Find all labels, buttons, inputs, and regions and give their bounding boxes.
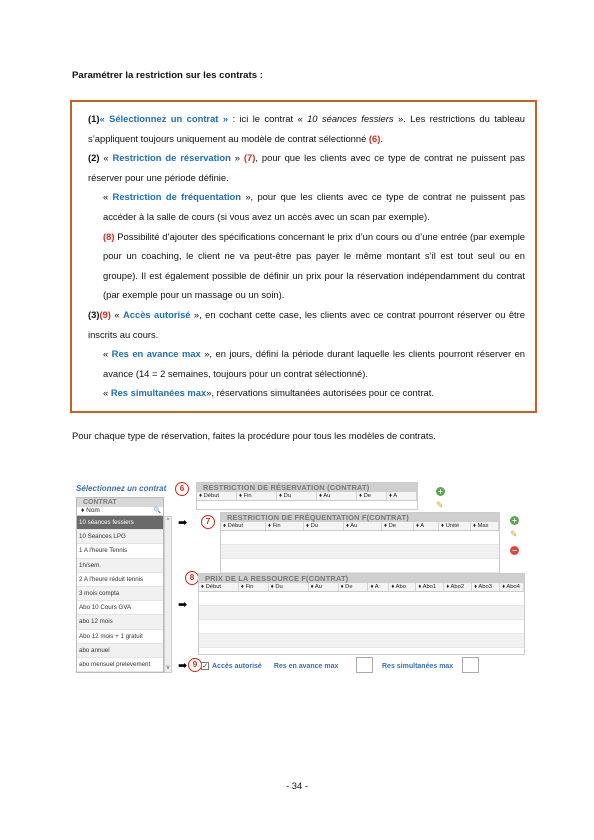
column-header[interactable]: ♦ Au <box>309 583 339 591</box>
add-icon[interactable]: + <box>510 516 519 525</box>
arrow-icon: ➡ <box>178 517 188 529</box>
arrow-icon: ➡ <box>178 599 188 611</box>
contract-list-item[interactable]: Abo 12 mois + 1 gratuit <box>77 630 163 644</box>
column-header[interactable]: ♦ A <box>387 492 417 500</box>
procedure-paragraph: Pour chaque type de réservation, faites la procédure pour tous les modèles de contrats. <box>72 430 436 441</box>
column-header[interactable]: ♦ Au <box>344 522 382 530</box>
instructions-box <box>70 100 537 413</box>
column-header[interactable]: ♦ Abo2 <box>444 583 472 591</box>
frequentation-restriction-grid <box>220 512 500 576</box>
column-header[interactable]: ♦ Unité <box>439 522 471 530</box>
column-header[interactable]: ♦ Max <box>471 522 499 530</box>
reservation-restriction-grid <box>196 482 418 510</box>
search-icon[interactable]: 🔍 <box>153 508 161 514</box>
instruction-3c: « Res simultanées max», réservations simultanées autorisées pour ce contrat. <box>103 387 434 399</box>
instruction-3: (3)(9) « Accès autorisé », en cochant cette case, les clients avec ce contrat pourront réserver ou être inscrits au cours. <box>88 308 525 340</box>
res-advance-max-label: Res en avance max <box>273 662 339 670</box>
marker-7: 7 <box>201 515 215 529</box>
column-header[interactable]: ♦ Abo <box>389 583 416 591</box>
marker-9: 9 <box>188 658 202 672</box>
column-header[interactable]: ♦ A <box>414 522 439 530</box>
select-contract-title: Sélectionnez un contrat <box>76 484 167 493</box>
grid-columns <box>199 583 524 592</box>
column-header[interactable]: ♦ De <box>357 492 387 500</box>
instruction-1: (1)« Sélectionnez un contrat » : ici le contrat « 10 séances fessiers ». Les restrictions du tableau s’appliquent toujours uniquement au modèle de contrat sélectionné (6). <box>88 113 525 144</box>
contract-list-header: CONTRAT <box>77 498 163 507</box>
contract-list-item[interactable]: Abo 10 Cours GVA <box>77 601 163 615</box>
grid-title: RESTRICTION DE RÉSERVATION (CONTRAT) <box>197 483 417 492</box>
contract-list-item[interactable]: 1 A l'heure Tennis <box>77 544 163 558</box>
column-header[interactable]: ♦ Au <box>317 492 357 500</box>
column-header[interactable]: ♦ Du <box>277 492 317 500</box>
column-header[interactable]: ♦ Fin <box>266 522 304 530</box>
name-column-header[interactable]: ♦ Nom 🔍 <box>77 507 163 516</box>
res-simultaneous-max-label: Res simultanées max <box>382 662 454 670</box>
access-authorized-checkbox[interactable]: ✓ <box>202 663 208 670</box>
marker-8: 8 <box>185 571 199 585</box>
remove-icon[interactable]: − <box>510 546 519 555</box>
section-heading: Paramétrer la restriction sur les contrats : <box>72 70 263 81</box>
scroll-up-icon[interactable]: ^ <box>166 518 170 524</box>
contract-list-item[interactable]: 10 Seances LPG <box>77 530 163 544</box>
access-authorized-label: Accès autorisé <box>212 662 262 670</box>
column-header[interactable]: ♦ Début <box>199 583 239 591</box>
contract-list-item[interactable]: 3 mois compta <box>77 587 163 601</box>
grid-row[interactable] <box>199 634 524 648</box>
contract-list-item[interactable]: 10 séances fessiers <box>77 516 163 530</box>
instruction-2c: (8) Possibilité d’ajouter des spécifications concernant le prix d’un cours ou d’une entrée (par exemple pour un coaching, le client ne va peut-être pas payer le même montant s’il est tout seul ou en groupe). Il est également possible de définir un prix pour la réservation indépendamment du contrat (par exemple pour un massage ou un soin). <box>103 230 525 301</box>
page-number: - 34 - <box>286 780 308 791</box>
res-simultaneous-max-input[interactable] <box>462 657 479 673</box>
column-header[interactable]: ♦ De <box>339 583 369 591</box>
contract-list-item[interactable]: abo 12 mois <box>77 615 163 629</box>
add-icon[interactable]: + <box>436 487 445 496</box>
contract-list-item[interactable]: abo annuel <box>77 644 163 658</box>
column-header[interactable]: ♦ De <box>382 522 414 530</box>
contract-list-scrollbar[interactable] <box>164 516 172 673</box>
grid-row[interactable] <box>221 531 499 545</box>
instruction-2: (2) « Restriction de réservation » (7), pour que les clients avec ce type de contrat ne puissent pas réserver pour une période définie. <box>88 152 525 183</box>
column-header[interactable]: ♦ Du <box>269 583 309 591</box>
marker-6: 6 <box>175 482 189 496</box>
column-header[interactable]: ♦ Début <box>221 522 266 530</box>
grid-row[interactable] <box>221 559 499 573</box>
scroll-down-icon[interactable]: v <box>166 665 170 671</box>
pencil-icon[interactable]: ✎ <box>436 500 444 510</box>
pencil-icon[interactable]: ✎ <box>510 529 518 539</box>
contract-list-item[interactable]: 2 A l'heure réduit tennis <box>77 573 163 587</box>
grid-title: PRIX DE LA RESSOURCE F(CONTRAT) <box>199 574 524 583</box>
arrow-icon: ➡ <box>178 660 188 672</box>
grid-row[interactable] <box>199 592 524 606</box>
column-header[interactable]: ♦ Du <box>304 522 344 530</box>
grid-row[interactable] <box>199 620 524 634</box>
grid-row[interactable] <box>199 606 524 620</box>
contract-list <box>76 497 164 673</box>
grid-columns <box>197 492 417 501</box>
contract-list-item[interactable]: abo mensuel prelevement <box>77 658 163 672</box>
instruction-3b: « Res en avance max », en jours, défini la période durant laquelle les clients pourront réserver en avance (14 = 2 semaines, toujours pour un contrat sélectionné). <box>103 348 526 379</box>
contract-list-item[interactable]: 1h/sem. <box>77 559 163 573</box>
instruction-2b: « Restriction de fréquentation », pour que les clients avec ce type de contrat ne puissent pas accéder à la salle de cours (si vous avez un accès avec un scan par exemple). <box>103 191 525 222</box>
res-advance-max-input[interactable] <box>356 657 373 673</box>
column-header[interactable]: ♦ A <box>368 583 389 591</box>
column-header[interactable]: ♦ Abo1 <box>416 583 444 591</box>
grid-columns <box>221 522 499 531</box>
column-header[interactable]: ♦ Début <box>197 492 237 500</box>
ui-screenshot <box>74 480 528 680</box>
column-header[interactable]: ♦ Fin <box>239 583 269 591</box>
column-header[interactable]: ♦ Fin <box>237 492 277 500</box>
column-header[interactable]: ♦ Abo3 <box>472 583 500 591</box>
grid-row[interactable] <box>221 545 499 559</box>
resource-price-grid <box>198 573 525 655</box>
grid-title: RESTRICTION DE FRÉQUENTATION F(CONTRAT) <box>221 513 499 522</box>
column-header[interactable]: ♦ Abo4 <box>500 583 524 591</box>
